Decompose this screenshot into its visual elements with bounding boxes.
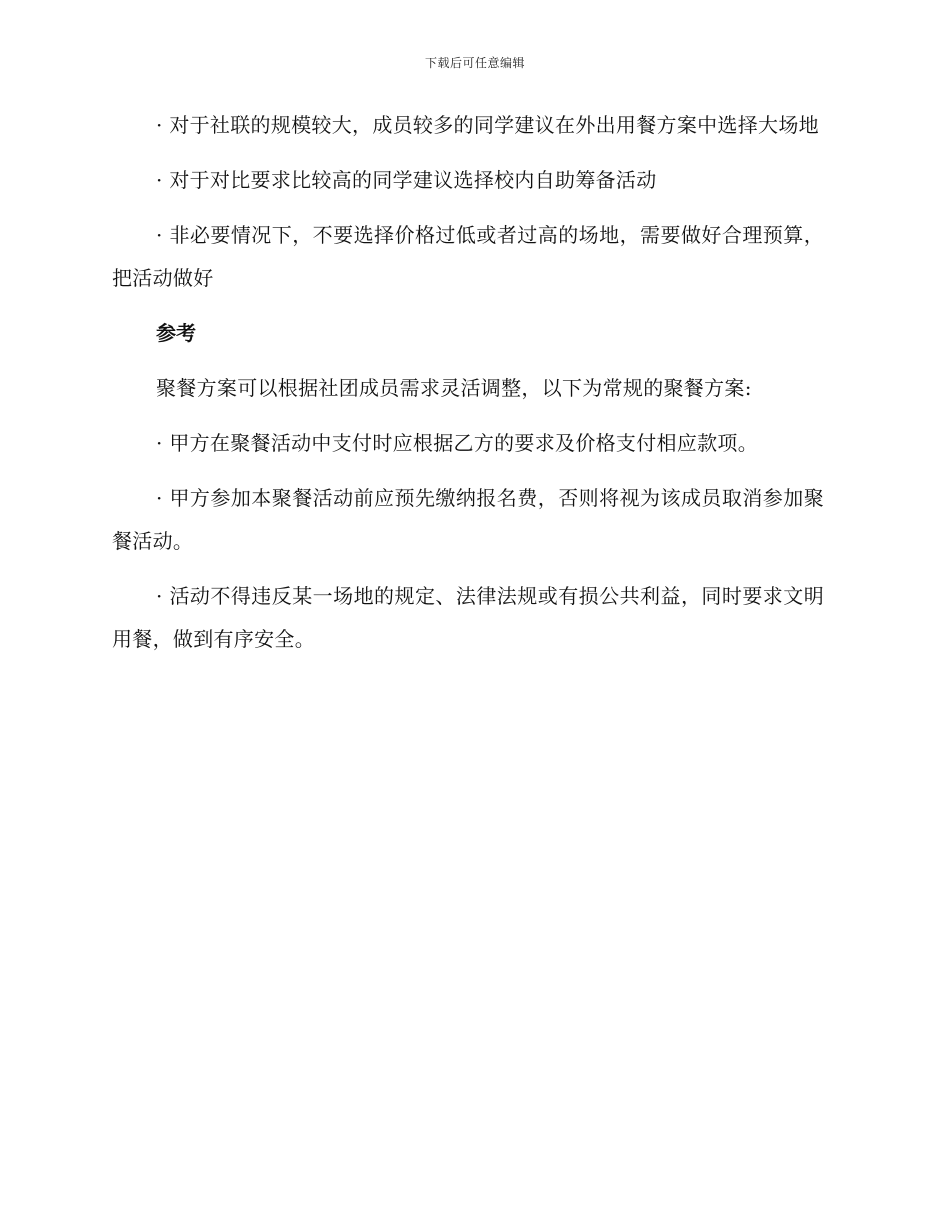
bullet-paragraph: · 对于社联的规模较大，成员较多的同学建议在外出用餐方案中选择大场地 [156, 113, 819, 137]
section-heading: 参考 [156, 321, 196, 345]
document-body [112, 104, 824, 673]
section-intro: 聚餐方案可以根据社团成员需求灵活调整，以下为常规的聚餐方案: [156, 376, 752, 400]
page-header: 下载后可任意编辑 [424, 56, 525, 70]
bullet-paragraph: · 对于对比要求比较高的同学建议选择校内自助筹备活动 [156, 168, 657, 192]
bullet-paragraph: · 非必要情况下，不要选择价格过低或者过高的场地，需要做好合理预算，把活动做好 [112, 223, 824, 290]
bullet-paragraph: · 甲方参加本聚餐活动前应预先缴纳报名费，否则将视为该成员取消参加聚餐活动。 [112, 486, 824, 553]
bullet-paragraph: · 活动不得违反某一场地的规定、法律法规或有损公共利益，同时要求文明用餐，做到有序安全。 [112, 584, 824, 651]
bullet-paragraph: · 甲方在聚餐活动中支付时应根据乙方的要求及价格支付相应款项。 [156, 431, 759, 455]
